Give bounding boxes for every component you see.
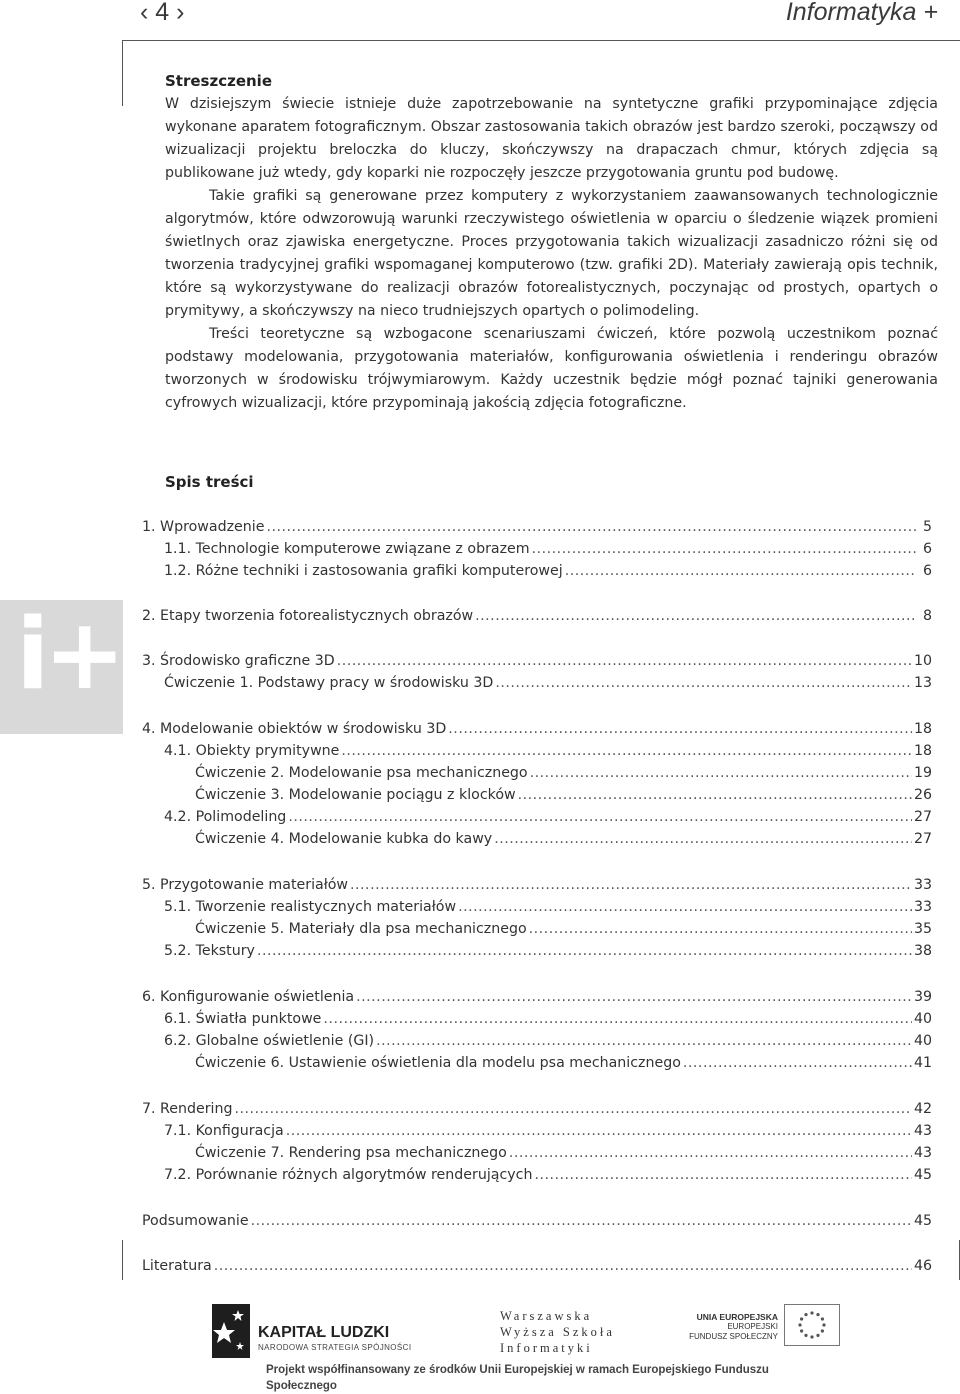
toc-entry-label: 5.2. Tekstury xyxy=(164,943,255,959)
kapital-ludzki-title: KAPITAŁ LUDZKI xyxy=(258,1324,390,1341)
toc-leader xyxy=(214,1256,912,1276)
toc-entry-page: 40 xyxy=(913,1011,932,1027)
toc-entry-page: 46 xyxy=(913,1258,932,1274)
book-title: Informatyka + xyxy=(785,0,938,26)
side-tab xyxy=(0,600,123,734)
wwsi-line: Wyższa Szkoła xyxy=(500,1325,615,1339)
kapital-ludzki-subtitle: NARODOWA STRATEGIA SPÓJNOŚCI xyxy=(258,1343,412,1352)
toc-entry-label: Ćwiczenie 6. Ustawienie oświetlenia dla modelu psa mechanicznego xyxy=(195,1055,681,1071)
eu-subtitle: EUROPEJSKI xyxy=(727,1322,778,1331)
toc-entry-label: Ćwiczenie 4. Modelowanie kubka do kawy xyxy=(195,831,493,847)
toc-leader xyxy=(509,1143,912,1163)
toc-entry-label: 1. Wprowadzenie xyxy=(142,519,265,535)
abstract-paragraph: Takie grafiki są generowane przez komputery z wykorzystaniem zaawansowanych technologicznie algorytmów, które odwzorowują warunki rzeczywistego oświetlenia w oparciu o śledzenie wiązek promieni świetlnych oraz zjawiska energetyczne. Proces przygotowania takich wizualizacji zasadniczo różni się od tworzenia tradycyjnej grafiki wspomaganej komputerowo (tzw. grafiki 2D). Materiały zawierają opis technik, które są wykorzystywane do realizacji obrazów fotorealistycznych, poczynając od prostych, opartych o prymitywy, a skończywszy na nieco trudniejszych opartych o polimodeling. xyxy=(165,188,938,319)
toc-entry-page: 33 xyxy=(913,899,932,915)
toc-entry-label: 6. Konfigurowanie oświetlenia xyxy=(142,989,355,1005)
toc-entry-label: 7.2. Porównanie różnych algorytmów renderujących xyxy=(164,1167,533,1183)
toc-entry-label: Ćwiczenie 2. Modelowanie psa mechanicznego xyxy=(195,765,528,781)
toc-entry[interactable] xyxy=(164,807,932,827)
toc-leader xyxy=(495,673,912,693)
toc-entry[interactable] xyxy=(164,897,932,917)
toc-leader xyxy=(529,919,912,939)
abstract-paragraph: Treści teoretyczne są wzbogacone scenariuszami ćwiczeń, które pozwolą uczestnikom poznać podstawy modelowania, przygotowania materiałów, konfigurowania oświetlenia i renderingu obrazów tworzonych w środowisku trójwymiarowym. Każdy uczestnik będzie mógł poznać tajniki generowania cyfrowych wizualizacji, które przypominają jakością zdjęcia fotograficzne. xyxy=(165,326,938,411)
toc-entry-label: 5.1. Tworzenie realistycznych materiałów xyxy=(164,899,457,915)
toc-entry[interactable] xyxy=(164,941,932,961)
toc-leader xyxy=(251,1211,912,1231)
toc-entry-page: 8 xyxy=(922,608,932,624)
toc-entry-page: 5 xyxy=(922,519,932,535)
toc-entry-label: 3. Środowisko graficzne 3D xyxy=(142,653,335,669)
toc-leader xyxy=(323,1009,912,1029)
toc-entry-page: 19 xyxy=(913,765,932,781)
toc-leader xyxy=(534,1165,911,1185)
toc-entry[interactable] xyxy=(142,1099,932,1119)
toc-entry-label: 4.2. Polimodeling xyxy=(164,809,287,825)
toc-leader xyxy=(341,741,912,761)
wwsi-line: Informatyki xyxy=(500,1341,593,1355)
toc-entry[interactable] xyxy=(142,987,932,1007)
toc-entry[interactable] xyxy=(142,719,932,739)
toc-leader xyxy=(448,719,912,739)
toc-entry-page: 27 xyxy=(913,831,932,847)
toc-entry-label: 2. Etapy tworzenia fotorealistycznych obrazów xyxy=(142,608,474,624)
toc-entry[interactable] xyxy=(164,1009,932,1029)
eu-title: UNIA EUROPEJSKA xyxy=(696,1312,778,1322)
toc-entry-label: 4. Modelowanie obiektów w środowisku 3D xyxy=(142,721,447,737)
footer-logos xyxy=(204,1300,944,1392)
toc-entry-label: Ćwiczenie 7. Rendering psa mechanicznego xyxy=(195,1145,507,1161)
toc-entry-label: 7.1. Konfiguracja xyxy=(164,1123,284,1139)
wwsi-logo xyxy=(500,1308,615,1356)
toc-entry[interactable] xyxy=(195,785,932,805)
toc-entry-label: 1.1. Technologie komputerowe związane z obrazem xyxy=(164,541,530,557)
toc-leader xyxy=(235,1099,912,1119)
toc-entry-label: Ćwiczenie 1. Podstawy pracy w środowisku 3D xyxy=(164,675,494,691)
toc-entry-page: 45 xyxy=(913,1167,932,1183)
abstract-heading: Streszczenie xyxy=(165,72,272,90)
toc-entry[interactable] xyxy=(164,1031,932,1051)
toc-entry-label: Literatura xyxy=(142,1258,212,1274)
toc-entry-page: 41 xyxy=(913,1055,932,1071)
wwsi-line: Warszawska xyxy=(500,1309,593,1323)
toc-entry-page: 43 xyxy=(913,1123,932,1139)
toc-leader xyxy=(532,539,916,559)
toc-entry[interactable] xyxy=(142,1211,932,1231)
frame-top-rule xyxy=(122,40,960,41)
toc-entry[interactable] xyxy=(195,1053,932,1073)
toc-leader xyxy=(565,561,916,581)
toc-leader xyxy=(530,763,912,783)
kapital-ludzki-logo xyxy=(204,1300,444,1360)
toc-entry-page: 10 xyxy=(913,653,932,669)
toc-heading: Spis treści xyxy=(165,473,254,491)
toc-entry[interactable] xyxy=(164,1121,932,1141)
toc-entry-page: 40 xyxy=(913,1033,932,1049)
toc-leader xyxy=(356,987,912,1007)
toc-leader xyxy=(288,807,912,827)
toc-entry-page: 45 xyxy=(913,1213,932,1229)
star-emblem-icon xyxy=(204,1300,252,1360)
toc-entry[interactable] xyxy=(195,919,932,939)
toc-leader xyxy=(257,941,912,961)
toc-entry-label: 5. Przygotowanie materiałów xyxy=(142,877,349,893)
toc-entry[interactable] xyxy=(142,606,932,626)
toc-entry-page: 39 xyxy=(913,989,932,1005)
toc-entry-page: 42 xyxy=(913,1101,932,1117)
toc-entry[interactable] xyxy=(164,561,932,581)
frame-left-bottom-rule xyxy=(122,1240,123,1280)
abstract-section xyxy=(165,70,938,415)
toc-leader xyxy=(458,897,912,917)
toc-entry[interactable] xyxy=(164,1165,932,1185)
eu-flag-icon xyxy=(784,1304,840,1346)
toc-entry-page: 33 xyxy=(913,877,932,893)
toc-leader xyxy=(494,829,912,849)
toc-entry-page: 18 xyxy=(913,743,932,759)
toc-leader xyxy=(475,606,916,626)
toc-entry-label: Ćwiczenie 3. Modelowanie pociągu z klocków xyxy=(195,787,516,803)
abstract-paragraph: W dzisiejszym świecie istnieje duże zapotrzebowanie na syntetyczne grafiki przypominające zdjęcia wykonane aparatem fotograficznym. Obszar zastosowania takich obrazów jest bardzo szeroki, począwszy od wizualizacji projektu breloczka do kluczy, skończywszy na drapaczach chmur, których zdjęcia są publikowane już wtedy, gdy koparki nie rozpoczęły jeszcze przygotowania gruntu pod budowę. xyxy=(165,96,938,181)
toc-entry-page: 13 xyxy=(913,675,932,691)
toc-entry[interactable] xyxy=(142,651,932,671)
toc-leader xyxy=(266,517,916,537)
toc-entry[interactable] xyxy=(164,539,932,559)
toc-entry-page: 18 xyxy=(913,721,932,737)
toc-entry-label: 6.2. Globalne oświetlenie (GI) xyxy=(164,1033,375,1049)
toc-entry-label: Ćwiczenie 5. Materiały dla psa mechanicznego xyxy=(195,921,527,937)
toc-entry-page: 6 xyxy=(922,563,932,579)
toc-entry[interactable] xyxy=(164,673,932,693)
toc-entry[interactable] xyxy=(142,1256,932,1276)
toc-entry[interactable] xyxy=(142,517,932,537)
toc-entry[interactable] xyxy=(195,829,932,849)
toc-entry-label: 7. Rendering xyxy=(142,1101,233,1117)
toc-entry-page: 43 xyxy=(913,1145,932,1161)
toc-entry-page: 26 xyxy=(913,787,932,803)
toc-entry[interactable] xyxy=(195,1143,932,1163)
page-number: ‹ 4 › xyxy=(140,0,185,26)
toc-leader xyxy=(376,1031,912,1051)
toc-leader xyxy=(683,1053,912,1073)
toc-leader xyxy=(518,785,912,805)
toc-entry-label: 4.1. Obiekty prymitywne xyxy=(164,743,340,759)
toc-entry-label: Podsumowanie xyxy=(142,1213,249,1229)
toc-entry[interactable] xyxy=(164,741,932,761)
toc-entry-page: 35 xyxy=(913,921,932,937)
toc-entry-label: 6.1. Światła punktowe xyxy=(164,1011,322,1027)
toc-entry-label: 1.2. Różne techniki i zastosowania grafiki komputerowej xyxy=(164,563,563,579)
toc-leader xyxy=(286,1121,912,1141)
toc-leader xyxy=(337,651,912,671)
eu-subtitle: FUNDUSZ SPOŁECZNY xyxy=(689,1332,778,1341)
eu-label xyxy=(668,1312,778,1342)
toc-entry-page: 27 xyxy=(913,809,932,825)
toc-entry-page: 6 xyxy=(922,541,932,557)
toc-entry[interactable] xyxy=(195,763,932,783)
funding-note: Projekt współfinansowany ze środków Unii Europejskiej w ramach Europejskiego Funduszu Społecznego xyxy=(266,1364,769,1392)
frame-left-rule xyxy=(122,40,123,106)
toc-entry[interactable] xyxy=(142,875,932,895)
toc-entry-page: 38 xyxy=(913,943,932,959)
side-tab-logo: i+ xyxy=(16,598,120,712)
toc-leader xyxy=(350,875,912,895)
